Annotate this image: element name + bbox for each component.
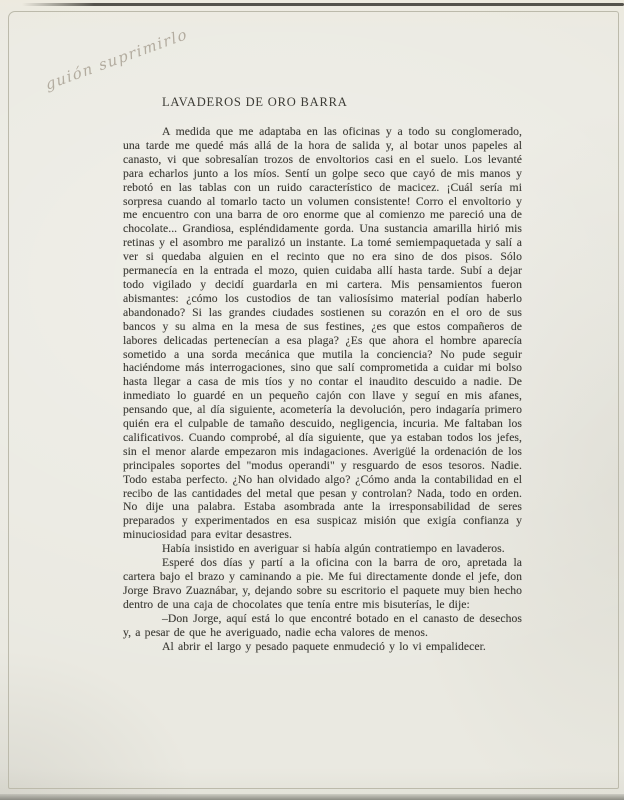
- paragraph-closing-line: Al abrir el largo y pesado paquete enmudeció y lo vi empalidecer.: [162, 639, 486, 653]
- handwritten-annotation: guión suprimirlo: [43, 24, 190, 94]
- document-content: [123, 95, 522, 653]
- document-body: [123, 125, 522, 653]
- scanner-top-edge-line: [22, 3, 624, 6]
- paragraph-espere-dos-dias: Esperé dos días y partí a la oficina con la barra de oro, apretada la cartera bajo el brazo y caminando a pie. Me fui directamente donde el jefe, don Jorge Bravo Zuaznábar, y, dejando sobre su escritorio el paquete muy bien hecho dentro de una caja de chocolates que tenía entre mis bisuterías, le dije:: [123, 556, 522, 611]
- paragraph-dialogue-don-jorge: –Don Jorge, aquí está lo que encontré botado en el canasto de desechos y, a pesar de que he averiguado, nadie echa valores de menos.: [123, 611, 522, 639]
- paragraph-main-narrative: A medida que me adaptaba en las oficinas y a todo su conglomerado, una tarde me quedé más allá de la hora de salida y, al botar unos papeles al canasto, vi que sobresalían trozos de envoltorios casi en el suelo. Los levanté para echarlos junto a los míos. Sentí un golpe seco que cayó de mis manos y rebotó en las tablas con un ruido característico de macicez. ¡Cuál sería mi sorpresa cuando al tomarlo tacto un volumen consistente! Corro el envoltorio y me encuentro con una barra de oro enorme que al comienzo me pareció una de chocolate... Grandiosa, espléndidamente gorda. Una sustancia amarilla hirió mis retinas y el asombro me paralizó un instante. La tomé semiempaquetada y salí a ver si quedaba alguien en el recinto que no era sino de dos pisos. Sólo permanecía en la entrada el mozo, quien cuidaba allí hasta tarde. Subí a dejar todo vigilado y decidí guardarla en mi cartera. Mis pensamientos fueron abismantes: ¿cómo los custodios de tan valiosísimo material podían haberlo abandonado? Si las grandes ciudades sostienen su corazón en el oro de sus bancos y su alma en la mesa de sus festines, ¿es que estos compañeros de labores delicadas pertenecían a esa plaga? ¿Es que ahora el hombre aparecía sometido a una sorda mecánica que mutila la conciencia? No pude seguir haciéndome más interrogaciones, sino que salí comprometida a cuidar mi bolso hasta llegar a casa de mis tíos y no contar el inaudito descuido a nadie. De inmediato lo guardé en un pequeño cajón con llave y seguí en mis afanes, pensando que, al día siguiente, acometería la devolución, pero indagaría primero quién era el culpable de tamaño descuido, negligencia, incuria. Me faltaban los calificativos. Cuando comprobé, al día siguiente, que ya estaban todos los jefes, sin el menor alarde empezaron mis indagaciones. Averigüé la ordenación de los principales soportes del "modus operandi" y resguardo de esos tesoros. Nadie. Todo estaba perfecto. ¿No han olvidado algo? ¿Cómo anda la contabilidad en el recibo de las cantidades del metal que pesan y controlan? Nada, todo en orden. No dije una palabra. Estaba asombrada ante la irresponsabilidad de seres preparados y experimentados en esa suspicaz misión que exigía confianza y minuciosidad para evitar desastres.: [123, 125, 522, 542]
- scanner-bottom-edge-shadow: [0, 794, 624, 800]
- document-title: LAVADEROS DE ORO BARRA: [162, 95, 348, 109]
- paragraph-lavaderos: Había insistido en averiguar si había algún contratiempo en lavaderos.: [162, 542, 505, 556]
